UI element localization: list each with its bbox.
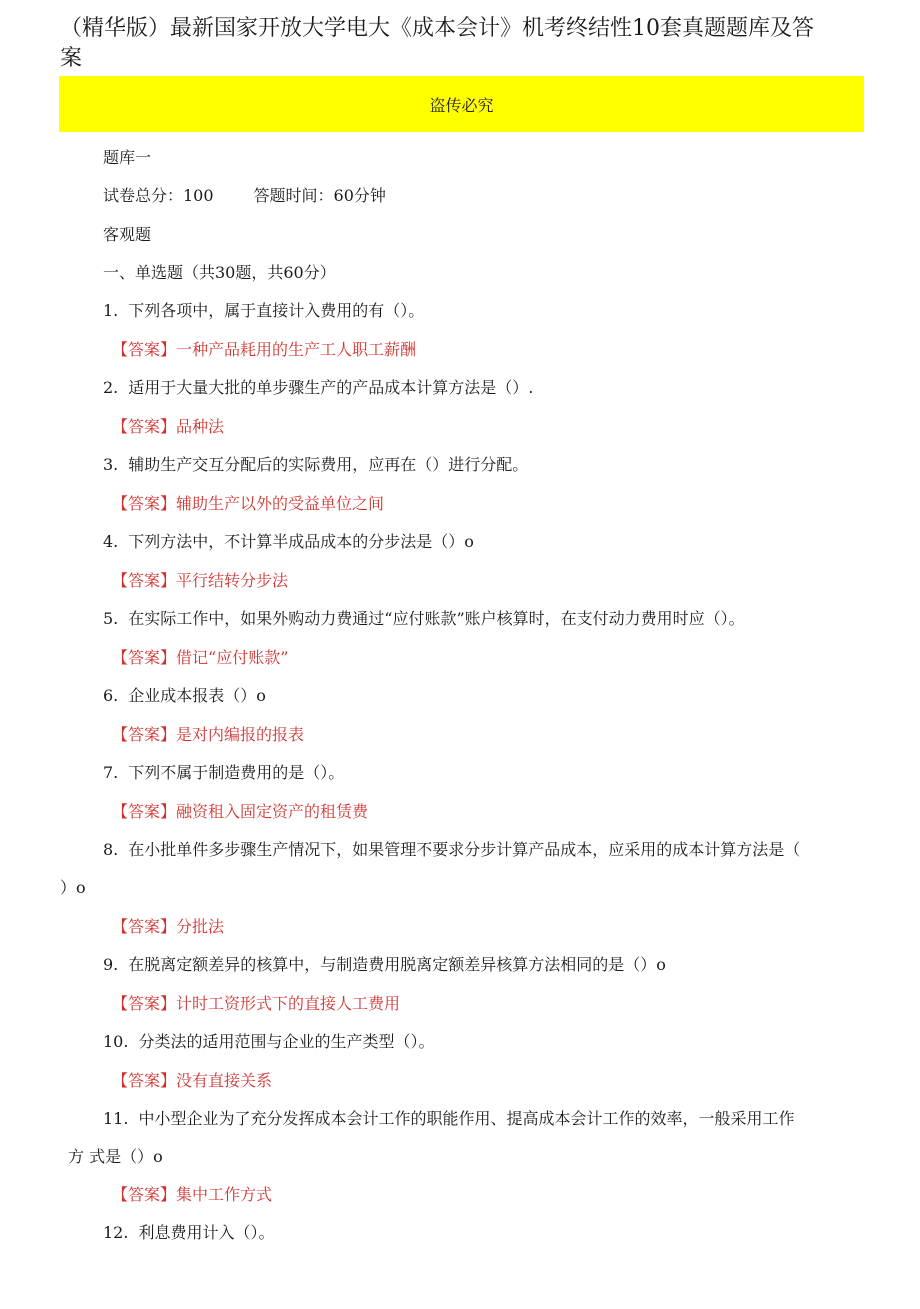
question-number: 12. [103, 1223, 129, 1242]
answer-tag: 【答案】 [112, 494, 177, 513]
question-number: 8. [103, 840, 119, 859]
question-text: 在脱离定额差异的核算中，与制造费用脱离定额差异核算方法相同的是（）o [128, 955, 666, 974]
answer-text: 计时工资形式下的直接人工费用 [176, 994, 401, 1013]
answer-text: 一种产品耗用的生产工人职工薪酬 [176, 340, 417, 359]
answer-1 [112, 339, 416, 361]
question-3 [103, 454, 528, 476]
part-heading: 一、单选题（共30题，共60分） [103, 263, 336, 282]
answer-text: 是对内编报的报表 [176, 725, 305, 744]
question-number: 7. [103, 763, 119, 782]
question-text: 在实际工作中，如果外购动力费通过“应付账款”账户核算时，在支付动力费用时应（）。 [128, 609, 745, 628]
answer-7 [112, 801, 368, 823]
question-text: 适用于大量大批的单步骤生产的产品成本计算方法是（）. [128, 378, 534, 397]
answer-text: 没有直接关系 [176, 1071, 273, 1090]
question-text: 下列方法中，不计算半成品成本的分步法是（）o [128, 532, 474, 551]
question-5 [103, 608, 745, 630]
answer-text: 融资租入固定资产的租赁费 [176, 802, 369, 821]
question-text: 下列各项中，属于直接计入费用的有（）。 [128, 301, 425, 320]
answer-text: 借记“应付账款” [176, 648, 289, 667]
answer-4 [112, 570, 288, 592]
question-7 [103, 762, 344, 784]
answer-tag: 【答案】 [112, 802, 177, 821]
answer-5 [112, 647, 288, 669]
question-text: 利息费用计入（）。 [138, 1223, 275, 1242]
question-8-continued: ）o [60, 878, 86, 897]
answer-text: 品种法 [176, 417, 225, 436]
question-10 [103, 1031, 434, 1053]
answer-tag: 【答案】 [112, 417, 177, 436]
question-number: 3. [103, 455, 119, 474]
document-title-line2: 案 [60, 46, 83, 71]
question-text: 分类法的适用范围与企业的生产类型（）。 [138, 1032, 435, 1051]
question-text: 企业成本报表（）o [128, 686, 266, 705]
answer-2 [112, 416, 224, 438]
answer-9 [112, 993, 400, 1015]
question-number: 5. [103, 609, 119, 628]
answer-tag: 【答案】 [112, 1185, 177, 1204]
answer-8 [112, 916, 224, 938]
question-6 [103, 685, 266, 707]
exam-time: 答题时间：60分钟 [253, 186, 386, 205]
question-number: 6. [103, 686, 119, 705]
question-text: 辅助生产交互分配后的实际费用，应再在（）进行分配。 [128, 455, 529, 474]
question-12 [103, 1222, 274, 1244]
question-2 [103, 377, 533, 399]
question-number: 2. [103, 378, 119, 397]
answer-3 [112, 493, 384, 515]
question-1 [103, 300, 424, 322]
answer-text: 集中工作方式 [176, 1185, 273, 1204]
section-label: 题库一 [103, 148, 152, 167]
question-text: 中小型企业为了充分发挥成本会计工作的职能作用、提高成本会计工作的效率，一般采用工作 [138, 1109, 795, 1128]
objective-label: 客观题 [103, 225, 152, 244]
question-number: 11. [103, 1109, 129, 1128]
answer-11 [112, 1184, 272, 1206]
question-8 [103, 839, 800, 861]
answer-tag: 【答案】 [112, 648, 177, 667]
answer-text: 平行结转分步法 [176, 571, 289, 590]
answer-tag: 【答案】 [112, 917, 177, 936]
answer-tag: 【答案】 [112, 994, 177, 1013]
question-number: 9. [103, 955, 119, 974]
question-9 [103, 954, 666, 976]
document-title-line1: （精华版）最新国家开放大学电大《成本会计》机考终结性10套真题题库及答 [60, 16, 814, 41]
question-number: 1. [103, 301, 119, 320]
answer-tag: 【答案】 [112, 571, 177, 590]
banner-text: 盗传必究 [429, 95, 494, 115]
question-number: 10. [103, 1032, 129, 1051]
document-title [60, 14, 860, 74]
answer-10 [112, 1070, 272, 1092]
banner [59, 76, 864, 132]
answer-6 [112, 724, 304, 746]
question-text: 下列不属于制造费用的是（）。 [128, 763, 345, 782]
exam-info [103, 185, 386, 207]
total-score: 试卷总分：100 [103, 186, 214, 205]
answer-tag: 【答案】 [112, 725, 177, 744]
question-11-continued: 方 式是（）o [68, 1147, 163, 1166]
answer-text: 分批法 [176, 917, 225, 936]
question-11 [103, 1108, 794, 1130]
answer-text: 辅助生产以外的受益单位之间 [176, 494, 385, 513]
answer-tag: 【答案】 [112, 340, 177, 359]
question-4 [103, 531, 474, 553]
question-number: 4. [103, 532, 119, 551]
question-text: 在小批单件多步骤生产情况下，如果管理不要求分步计算产品成本，应采用的成本计算方法是（ [128, 840, 801, 859]
answer-tag: 【答案】 [112, 1071, 177, 1090]
